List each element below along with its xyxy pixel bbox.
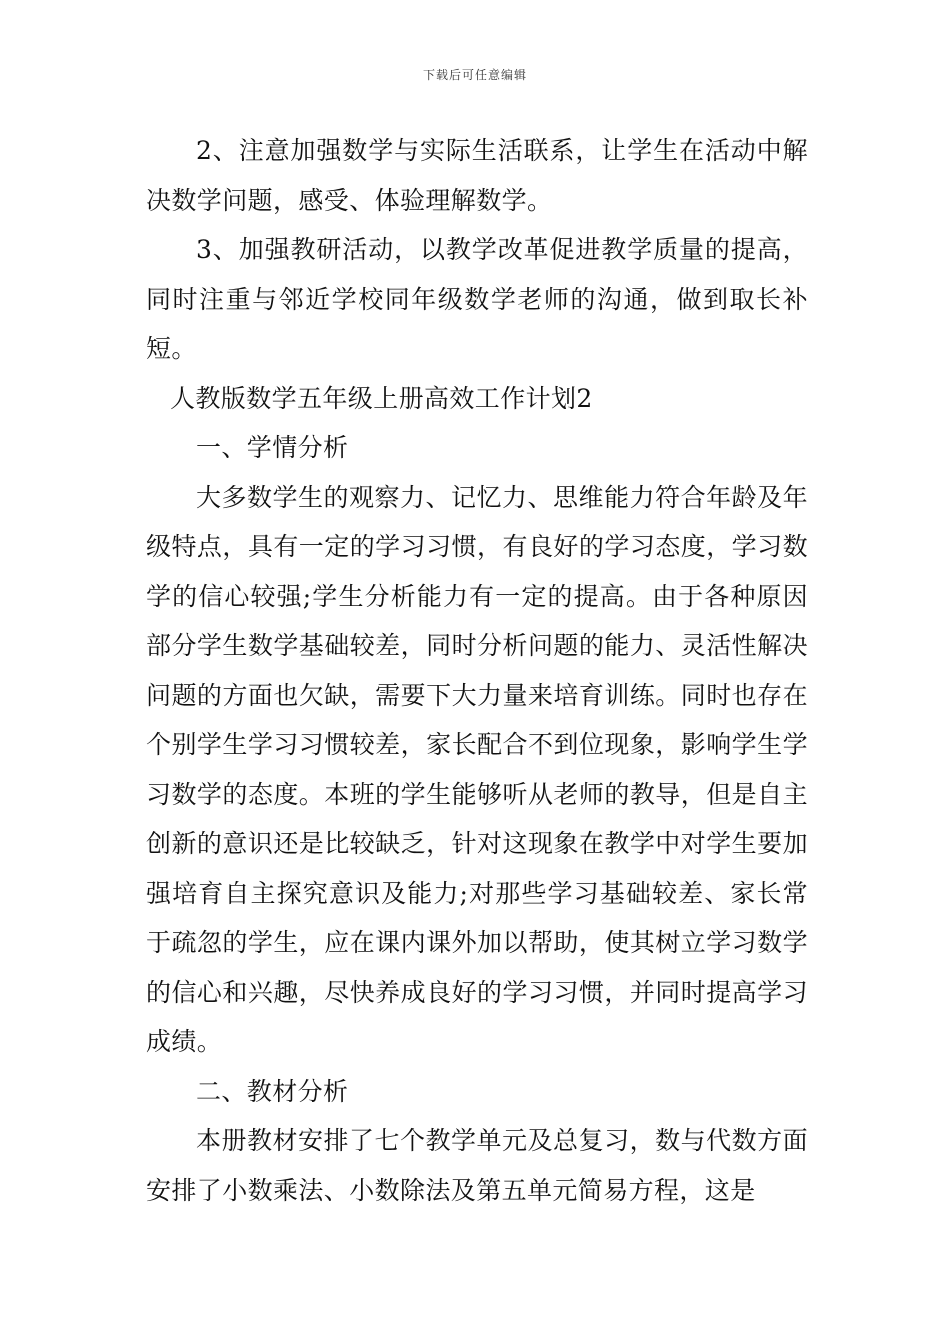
heading-student-analysis: 一、学情分析 [196, 433, 349, 462]
paragraph-point-2: 2、注意加强数学与实际生活联系，让学生在活动中解决数学问题，感受、体验理解数学。 [146, 136, 808, 215]
section-title: 人教版数学五年级上册高效工作计划2 [170, 383, 593, 413]
heading-textbook-analysis: 二、教材分析 [196, 1076, 349, 1106]
paragraph-point-3: 3、加强教研活动，以教学改革促进教学质量的提高，同时注重与邻近学校同年级数学老师的沟通，做到取长补短。 [146, 235, 808, 363]
paragraph-textbook-analysis: 本册教材安排了七个教学单元及总复习，数与代数方面安排了小数乘法、小数除法及第五单元简易方程，这是 [146, 1126, 808, 1205]
page-header-note: 下载后可任意编辑 [422, 68, 527, 82]
document-body [146, 126, 808, 1215]
paragraph-student-analysis: 大多数学生的观察力、记忆力、思维能力符合年龄及年级特点，具有一定的学习习惯，有良好的学习态度，学习数学的信心较强;学生分析能力有一定的提高。由于各种原因部分学生数学基础较差，同时分析问题的能力、灵活性解决问题的方面也欠缺，需要下大力量来培育训练。同时也存在个别学生学习习惯较差，家长配合不到位现象，影响学生学习数学的态度。本班的学生能够听从老师的教导，但是自主创新的意识还是比较缺乏，针对这现象在教学中对学生要加强培育自主探究意识及能力;对那些学习基础较差、家长常于疏忽的学生，应在课内课外加以帮助，使其树立学习数学的信心和兴趣，尽快养成良好的学习习惯，并同时提高学习成绩。 [146, 482, 808, 1056]
